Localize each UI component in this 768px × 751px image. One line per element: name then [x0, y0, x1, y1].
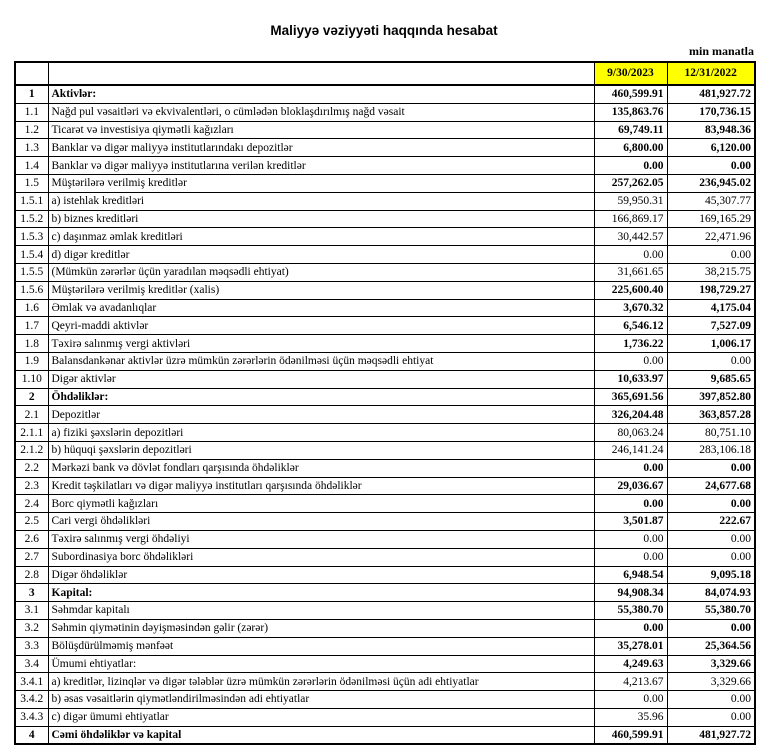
- row-number: 1.5.5: [15, 263, 48, 281]
- row-number: 3.4.3: [15, 708, 48, 726]
- table-row: [15, 726, 755, 744]
- row-number: 1.5.2: [15, 210, 48, 228]
- row-label: Kapital:: [48, 584, 594, 602]
- row-number: 2: [15, 388, 48, 406]
- value-12-31-2022: 0.00: [667, 530, 755, 548]
- row-label: b) hüquqi şəxslərin depozitləri: [48, 441, 594, 459]
- value-9-30-2023: 94,908.34: [594, 584, 667, 602]
- table-row: [15, 530, 755, 548]
- table-row: [15, 85, 755, 103]
- row-number: 1.10: [15, 370, 48, 388]
- value-12-31-2022: 0.00: [667, 352, 755, 370]
- value-9-30-2023: 135,863.76: [594, 103, 667, 121]
- value-12-31-2022: 9,095.18: [667, 566, 755, 584]
- row-label: Təxirə salınmış vergi aktivləri: [48, 335, 594, 353]
- value-9-30-2023: 4,213.67: [594, 673, 667, 691]
- row-number: 2.2: [15, 459, 48, 477]
- table-row: [15, 477, 755, 495]
- value-12-31-2022: 0.00: [667, 691, 755, 709]
- row-number: 2.1.2: [15, 441, 48, 459]
- row-number: 1.7: [15, 317, 48, 335]
- row-label: Qeyri-maddi aktivlər: [48, 317, 594, 335]
- value-9-30-2023: 246,141.24: [594, 441, 667, 459]
- value-9-30-2023: 69,749.11: [594, 121, 667, 139]
- value-9-30-2023: 6,948.54: [594, 566, 667, 584]
- row-number: 2.1.1: [15, 424, 48, 442]
- row-label: Təxirə salınmış vergi öhdəliyi: [48, 530, 594, 548]
- row-label: c) daşınmaz əmlak kreditləri: [48, 228, 594, 246]
- table-row: [15, 121, 755, 139]
- row-label: Depozitlər: [48, 406, 594, 424]
- value-12-31-2022: 481,927.72: [667, 85, 755, 103]
- value-12-31-2022: 83,948.36: [667, 121, 755, 139]
- value-12-31-2022: 6,120.00: [667, 139, 755, 157]
- table-row: [15, 513, 755, 531]
- row-number: 2.4: [15, 495, 48, 513]
- value-12-31-2022: 170,736.15: [667, 103, 755, 121]
- value-9-30-2023: 35,278.01: [594, 637, 667, 655]
- value-12-31-2022: 45,307.77: [667, 192, 755, 210]
- value-9-30-2023: 0.00: [594, 157, 667, 175]
- table-row: [15, 210, 755, 228]
- row-label: Nağd pul vəsaitləri və ekvivalentləri, o cümlədən bloklaşdırılmış nağd vəsait: [48, 103, 594, 121]
- value-9-30-2023: 0.00: [594, 246, 667, 264]
- header-cell-label: [48, 62, 594, 85]
- row-label: a) kreditlər, lizinqlər və digər tələblər üzrə mümkün zərərlərin ödənilməsi üçün adi ehtiyatlar: [48, 673, 594, 691]
- table-row: [15, 602, 755, 620]
- row-label: c) digər ümumi ehtiyatlar: [48, 708, 594, 726]
- value-9-30-2023: 31,661.65: [594, 263, 667, 281]
- value-12-31-2022: 24,677.68: [667, 477, 755, 495]
- table-row: [15, 139, 755, 157]
- table-row: [15, 548, 755, 566]
- row-label: Səhmin qiymətinin dəyişməsindən gəlir (zərər): [48, 619, 594, 637]
- row-number: 4: [15, 726, 48, 744]
- value-12-31-2022: 0.00: [667, 459, 755, 477]
- row-label: Borc qiymətli kağızları: [48, 495, 594, 513]
- row-number: 1: [15, 85, 48, 103]
- row-label: Banklar və digər maliyyə institutlarına verilən kreditlər: [48, 157, 594, 175]
- value-9-30-2023: 3,501.87: [594, 513, 667, 531]
- value-12-31-2022: 84,074.93: [667, 584, 755, 602]
- table-row: [15, 103, 755, 121]
- row-label: a) istehlak kreditləri: [48, 192, 594, 210]
- value-9-30-2023: 460,599.91: [594, 85, 667, 103]
- value-9-30-2023: 0.00: [594, 691, 667, 709]
- financial-position-table: [14, 61, 756, 745]
- row-number: 1.8: [15, 335, 48, 353]
- row-number: 2.3: [15, 477, 48, 495]
- row-label: Aktivlər:: [48, 85, 594, 103]
- table-row: [15, 584, 755, 602]
- row-number: 3.4.1: [15, 673, 48, 691]
- header-row: [15, 62, 755, 85]
- row-number: 1.5.1: [15, 192, 48, 210]
- value-9-30-2023: 0.00: [594, 459, 667, 477]
- row-label: Kredit təşkilatları və digər maliyyə institutları qarşısında öhdəliklər: [48, 477, 594, 495]
- table-row: [15, 495, 755, 513]
- row-number: 2.7: [15, 548, 48, 566]
- table-row: [15, 637, 755, 655]
- table-row: [15, 619, 755, 637]
- row-label: d) digər kreditlər: [48, 246, 594, 264]
- value-9-30-2023: 3,670.32: [594, 299, 667, 317]
- value-12-31-2022: 283,106.18: [667, 441, 755, 459]
- value-12-31-2022: 3,329.66: [667, 655, 755, 673]
- value-12-31-2022: 222.67: [667, 513, 755, 531]
- row-number: 2.6: [15, 530, 48, 548]
- row-label: Ümumi ehtiyatlar:: [48, 655, 594, 673]
- value-12-31-2022: 0.00: [667, 495, 755, 513]
- value-9-30-2023: 0.00: [594, 530, 667, 548]
- unit-note: min manatla: [688, 44, 754, 58]
- value-12-31-2022: 0.00: [667, 708, 755, 726]
- row-label: (Mümkün zərərlər üçün yaradılan məqsədli ehtiyat): [48, 263, 594, 281]
- table-row: [15, 228, 755, 246]
- row-label: Subordinasiya borc öhdəlikləri: [48, 548, 594, 566]
- value-9-30-2023: 0.00: [594, 548, 667, 566]
- value-12-31-2022: 0.00: [667, 619, 755, 637]
- value-9-30-2023: 0.00: [594, 619, 667, 637]
- row-label: Müştərilərə verilmiş kreditlər (xalis): [48, 281, 594, 299]
- table-row: [15, 691, 755, 709]
- page-title: Maliyyə vəziyyəti haqqında hesabat: [270, 23, 498, 38]
- row-number: 3: [15, 584, 48, 602]
- value-9-30-2023: 1,736.22: [594, 335, 667, 353]
- value-9-30-2023: 10,633.97: [594, 370, 667, 388]
- row-label: Müştərilərə verilmiş kreditlər: [48, 174, 594, 192]
- value-12-31-2022: 169,165.29: [667, 210, 755, 228]
- value-12-31-2022: 236,945.02: [667, 174, 755, 192]
- table-row: [15, 335, 755, 353]
- row-number: 2.8: [15, 566, 48, 584]
- value-9-30-2023: 0.00: [594, 352, 667, 370]
- row-number: 1.4: [15, 157, 48, 175]
- row-number: 3.1: [15, 602, 48, 620]
- value-12-31-2022: 22,471.96: [667, 228, 755, 246]
- value-9-30-2023: 6,546.12: [594, 317, 667, 335]
- value-12-31-2022: 55,380.70: [667, 602, 755, 620]
- value-12-31-2022: 1,006.17: [667, 335, 755, 353]
- row-number: 2.1: [15, 406, 48, 424]
- table-row: [15, 655, 755, 673]
- row-number: 1.2: [15, 121, 48, 139]
- table-row: [15, 157, 755, 175]
- row-number: 3.4: [15, 655, 48, 673]
- row-label: Cəmi öhdəliklər və kapital: [48, 726, 594, 744]
- value-12-31-2022: 9,685.65: [667, 370, 755, 388]
- row-number: 3.2: [15, 619, 48, 637]
- row-label: Öhdəliklər:: [48, 388, 594, 406]
- value-9-30-2023: 460,599.91: [594, 726, 667, 744]
- row-label: Əmlak və avadanlıqlar: [48, 299, 594, 317]
- row-label: Bölüşdürülməmiş mənfəət: [48, 637, 594, 655]
- value-12-31-2022: 25,364.56: [667, 637, 755, 655]
- row-label: Səhmdar kapitalı: [48, 602, 594, 620]
- row-number: 1.5.3: [15, 228, 48, 246]
- value-9-30-2023: 365,691.56: [594, 388, 667, 406]
- row-number: 2.5: [15, 513, 48, 531]
- row-label: Digər öhdəliklər: [48, 566, 594, 584]
- value-9-30-2023: 166,869.17: [594, 210, 667, 228]
- table-row: [15, 263, 755, 281]
- value-9-30-2023: 0.00: [594, 495, 667, 513]
- table-row: [15, 708, 755, 726]
- value-12-31-2022: 7,527.09: [667, 317, 755, 335]
- row-number: 1.5.4: [15, 246, 48, 264]
- value-9-30-2023: 59,950.31: [594, 192, 667, 210]
- value-9-30-2023: 35.96: [594, 708, 667, 726]
- value-12-31-2022: 38,215.75: [667, 263, 755, 281]
- row-label: Mərkəzi bank və dövlət fondları qarşısında öhdəliklər: [48, 459, 594, 477]
- table-row: [15, 566, 755, 584]
- table-body: [15, 85, 755, 744]
- value-12-31-2022: 397,852.80: [667, 388, 755, 406]
- row-number: 1.5: [15, 174, 48, 192]
- value-9-30-2023: 225,600.40: [594, 281, 667, 299]
- row-label: Banklar və digər maliyyə institutlarındakı depozitlər: [48, 139, 594, 157]
- table-row: [15, 441, 755, 459]
- value-12-31-2022: 363,857.28: [667, 406, 755, 424]
- table-row: [15, 673, 755, 691]
- value-9-30-2023: 4,249.63: [594, 655, 667, 673]
- row-number: 3.3: [15, 637, 48, 655]
- value-9-30-2023: 80,063.24: [594, 424, 667, 442]
- column-header-period-2: 12/31/2022: [667, 62, 755, 85]
- value-12-31-2022: 4,175.04: [667, 299, 755, 317]
- value-12-31-2022: 80,751.10: [667, 424, 755, 442]
- table-row: [15, 459, 755, 477]
- row-number: 1.1: [15, 103, 48, 121]
- row-number: 1.6: [15, 299, 48, 317]
- column-header-period-1: 9/30/2023: [594, 62, 667, 85]
- value-9-30-2023: 6,800.00: [594, 139, 667, 157]
- value-12-31-2022: 3,329.66: [667, 673, 755, 691]
- value-9-30-2023: 55,380.70: [594, 602, 667, 620]
- table-row: [15, 299, 755, 317]
- row-label: a) fiziki şəxslərin depozitləri: [48, 424, 594, 442]
- table-row: [15, 406, 755, 424]
- row-number: 3.4.2: [15, 691, 48, 709]
- table-row: [15, 370, 755, 388]
- table-row: [15, 317, 755, 335]
- row-number: 1.3: [15, 139, 48, 157]
- value-12-31-2022: 198,729.27: [667, 281, 755, 299]
- row-label: b) biznes kreditləri: [48, 210, 594, 228]
- row-label: Digər aktivlər: [48, 370, 594, 388]
- row-number: 1.5.6: [15, 281, 48, 299]
- value-9-30-2023: 30,442.57: [594, 228, 667, 246]
- row-label: Cari vergi öhdəlikləri: [48, 513, 594, 531]
- table-row: [15, 281, 755, 299]
- table-row: [15, 246, 755, 264]
- table-row: [15, 192, 755, 210]
- value-12-31-2022: 0.00: [667, 157, 755, 175]
- row-number: 1.9: [15, 352, 48, 370]
- table-row: [15, 388, 755, 406]
- table-row: [15, 352, 755, 370]
- header-cell-number: [15, 62, 48, 85]
- value-9-30-2023: 29,036.67: [594, 477, 667, 495]
- row-label: Ticarət və investisiya qiymətli kağızları: [48, 121, 594, 139]
- row-label: Balansdankənar aktivlər üzrə mümkün zərərlərin ödənilməsi üçün məqsədli ehtiyat: [48, 352, 594, 370]
- table-row: [15, 174, 755, 192]
- value-12-31-2022: 0.00: [667, 246, 755, 264]
- value-9-30-2023: 326,204.48: [594, 406, 667, 424]
- value-12-31-2022: 481,927.72: [667, 726, 755, 744]
- row-label: b) əsas vəsaitlərin qiymətləndirilməsindən adi ehtiyatlar: [48, 691, 594, 709]
- table-row: [15, 424, 755, 442]
- value-9-30-2023: 257,262.05: [594, 174, 667, 192]
- value-12-31-2022: 0.00: [667, 548, 755, 566]
